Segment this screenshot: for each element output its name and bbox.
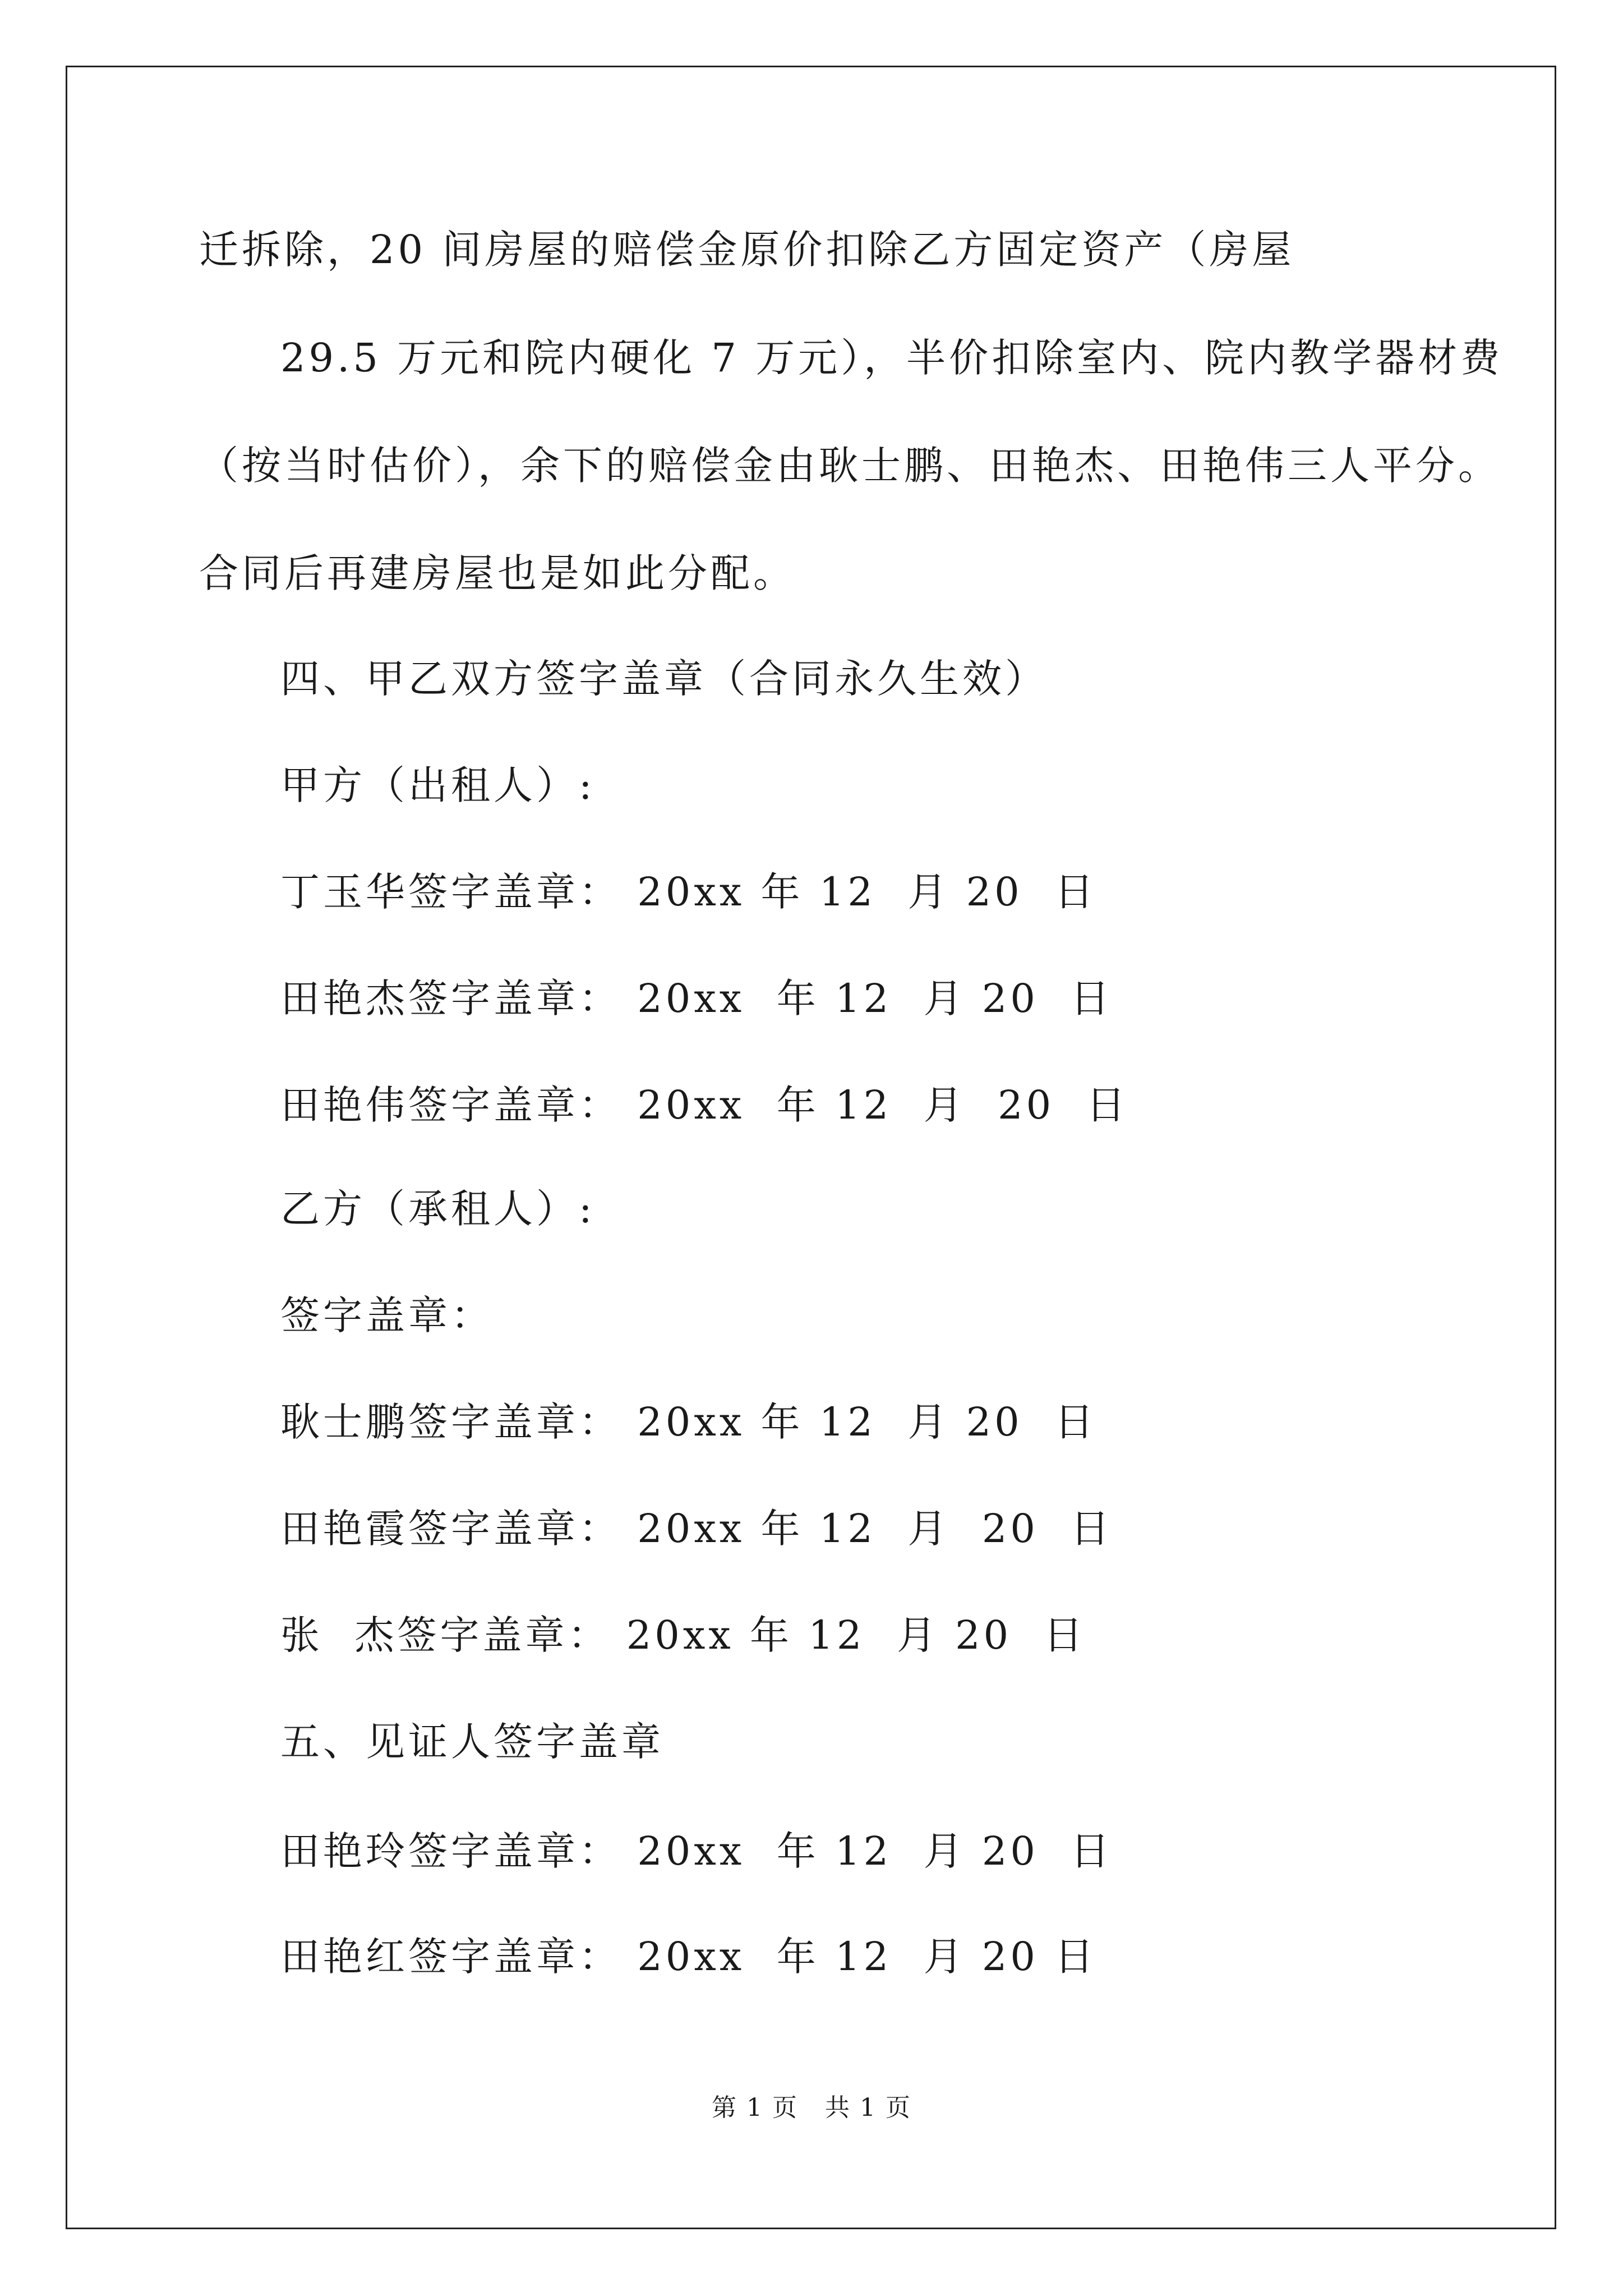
signature-line: 田艳伟签字盖章： 20xx 年 12 月 20 日	[280, 1082, 1129, 1128]
signature-line: 田艳霞签字盖章： 20xx 年 12 月 20 日	[280, 1506, 1113, 1552]
signature-line: 耿士鹏签字盖章： 20xx 年 12 月 20 日	[280, 1399, 1098, 1445]
signature-label: 签字盖章：	[280, 1292, 494, 1338]
party-a-label: 甲方（出租人）:	[280, 762, 596, 808]
section-heading: 五、见证人签字盖章	[280, 1719, 664, 1765]
page-frame	[66, 66, 1556, 2229]
signature-line: 田艳红签字盖章： 20xx 年 12 月 20 日	[280, 1934, 1098, 1980]
signature-line: 丁玉华签字盖章： 20xx 年 12 月 20 日	[280, 869, 1098, 915]
signature-line: 张 杰签字盖章： 20xx 年 12 月 20 日	[280, 1612, 1086, 1658]
text-line: （按当时估价），余下的赔偿金由耿士鹏、田艳杰、田艳伟三人平分。	[199, 443, 1501, 489]
text-line: 29.5 万元和院内硬化 7 万元），半价扣除室内、院内教学器材费	[280, 335, 1504, 381]
signature-line: 田艳杰签字盖章： 20xx 年 12 月 20 日	[280, 976, 1113, 1022]
signature-line: 田艳玲签字盖章： 20xx 年 12 月 20 日	[280, 1828, 1113, 1874]
text-line: 合同后再建房屋也是如此分配。	[199, 550, 796, 596]
party-b-label: 乙方（承租人）:	[280, 1186, 596, 1232]
page-footer: 第 1 页 共 1 页	[712, 2093, 911, 2122]
text-line: 迁拆除，20 间房屋的赔偿金原价扣除乙方固定资产（房屋	[199, 227, 1295, 273]
section-heading: 四、甲乙双方签字盖章（合同永久生效）	[280, 656, 1048, 702]
